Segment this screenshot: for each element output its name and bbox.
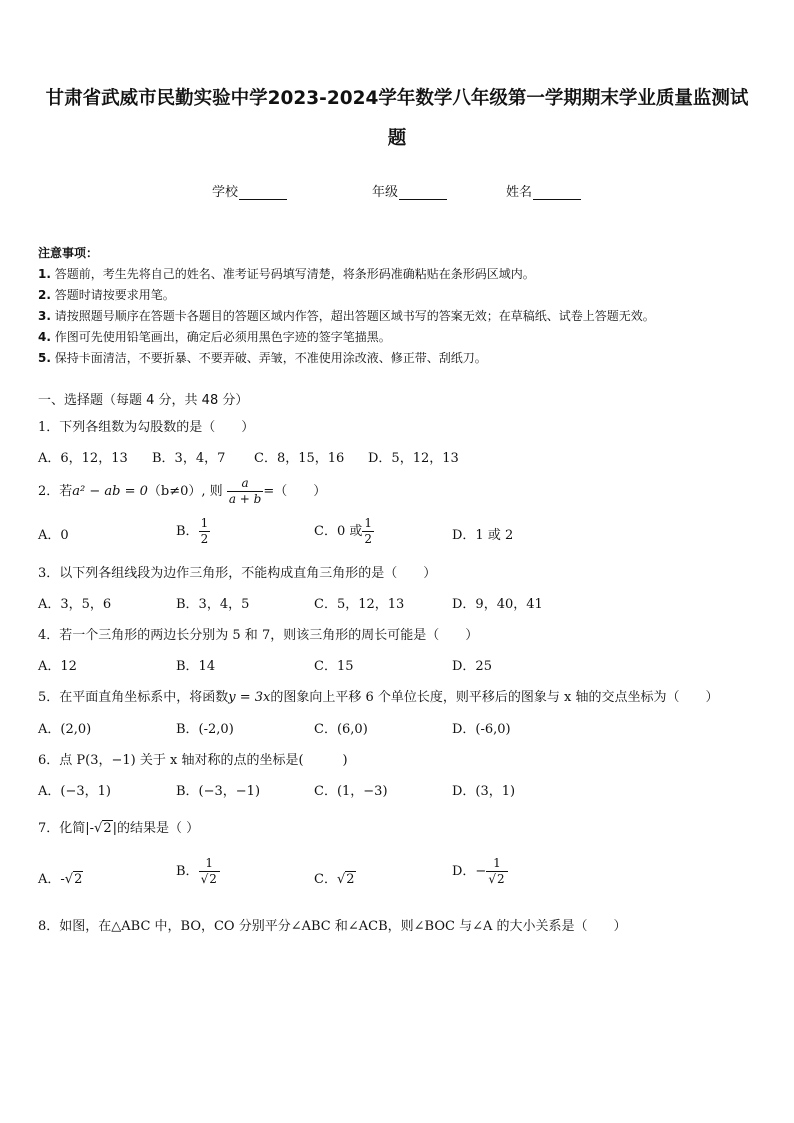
- q5-option-b: B．(-2,0): [176, 722, 234, 737]
- q1-option-b: B．3，4，7: [152, 451, 226, 466]
- question-7-stem: 7．化简|-√2|的结果是（ ）: [38, 821, 200, 836]
- grade-blank: [399, 187, 447, 200]
- q3-option-b: B．3，4，5: [176, 597, 250, 612]
- question-8-stem: 8．如图，在△ABC 中，BO，CO 分别平分∠ABC 和∠ACB，则∠BOC 与∠A 的大小关系是（ ）: [38, 919, 627, 934]
- name-blank: [533, 187, 581, 200]
- question-3-stem: 3．以下列各组线段为边作三角形，不能构成直角三角形的是（ ）: [38, 566, 437, 581]
- question-2-stem: 2．若a² − ab = 0（b≠0）, 则 $\frac{a}{a + b}$ =（ ）: [38, 476, 327, 506]
- q3-option-a: A．3，5，6: [38, 597, 112, 612]
- q2-option-a: A．0: [38, 528, 69, 543]
- notice-item: 4. 作图可先使用铅笔画出，确定后必须用黑色字迹的签字笔描黑。: [38, 330, 391, 344]
- q3-option-c: C．5，12，13: [314, 597, 405, 612]
- q4-option-b: B．14: [176, 659, 216, 674]
- q1-option-c: C．8，15，16: [254, 451, 345, 466]
- q1-option-a: A．6，12，13: [38, 451, 128, 466]
- q5-option-a: A．(2,0): [38, 722, 92, 737]
- section-title: 一、选择题（每题 4 分，共 48 分）: [38, 393, 249, 408]
- name-field: [506, 181, 581, 200]
- q4-option-c: C．15: [314, 659, 354, 674]
- exam-title-line2: 题: [387, 128, 407, 149]
- q6-option-b: B．(−3，−1): [176, 784, 261, 799]
- school-label: 学校: [212, 185, 239, 200]
- school-blank: [239, 187, 287, 200]
- q7-option-c: C．√2: [314, 872, 355, 887]
- school-field: [212, 181, 287, 200]
- q3-option-d: D．9，40，41: [452, 597, 543, 612]
- q2-option-d: D．1 或 2: [452, 528, 514, 543]
- q7-option-b: B． $\frac{1}{√2}$: [176, 856, 220, 887]
- q6-option-c: C．(1，−3): [314, 784, 388, 799]
- question-1-stem: 1．下列各组数为勾股数的是（ ）: [38, 420, 255, 435]
- q2-option-c: C．0 或 $\frac{1}{2}$: [314, 516, 372, 546]
- notice-item: 2. 答题时请按要求用笔。: [38, 288, 175, 302]
- grade-label: 年级: [372, 185, 399, 200]
- question-6-stem: 6．点 P(3，−1) 关于 x 轴对称的点的坐标是( ): [38, 753, 348, 768]
- q4-option-a: A．12: [38, 659, 77, 674]
- notice-item: 5. 保持卡面清洁，不要折暴、不要弄破、弄皱，不准使用涂改液、修正带、刮纸刀。: [38, 351, 487, 365]
- question-4-stem: 4．若一个三角形的两边长分别为 5 和 7，则该三角形的周长可能是（ ）: [38, 628, 479, 643]
- notice-item: 1. 答题前，考生先将自己的姓名、准考证号码填写清楚，将条形码准确粘贴在条形码区域内。: [38, 267, 535, 281]
- q5-option-d: D．(-6,0): [452, 722, 511, 737]
- name-label: 姓名: [506, 185, 533, 200]
- q5-option-c: C．(6,0): [314, 722, 368, 737]
- grade-field: [372, 181, 447, 200]
- q2-option-b: B． $\frac{1}{2}$: [176, 516, 209, 546]
- q1-option-d: D．5，12，13: [368, 451, 459, 466]
- question-5-stem: 5．在平面直角坐标系中，将函数y = 3x的图象向上平移 6 个单位长度，则平移后的图象与 x 轴的交点坐标为（ ）: [38, 690, 719, 705]
- exam-title-line1: 甘肃省武威市民勤实验中学2023-2024学年数学八年级第一学期期末学业质量监测试: [45, 88, 749, 109]
- q7-option-a: A．-√2: [38, 872, 83, 887]
- q7-option-d: D．− $\frac{1}{√2}$: [452, 856, 508, 887]
- notice-title: 注意事项：: [38, 246, 99, 260]
- q4-option-d: D．25: [452, 659, 492, 674]
- q6-option-a: A．(−3，1): [38, 784, 111, 799]
- q6-option-d: D．(3，1): [452, 784, 516, 799]
- notice-item: 3. 请按照题号顺序在答题卡各题目的答题区域内作答，超出答题区域书写的答案无效；在草稿纸、试卷上答题无效。: [38, 309, 655, 323]
